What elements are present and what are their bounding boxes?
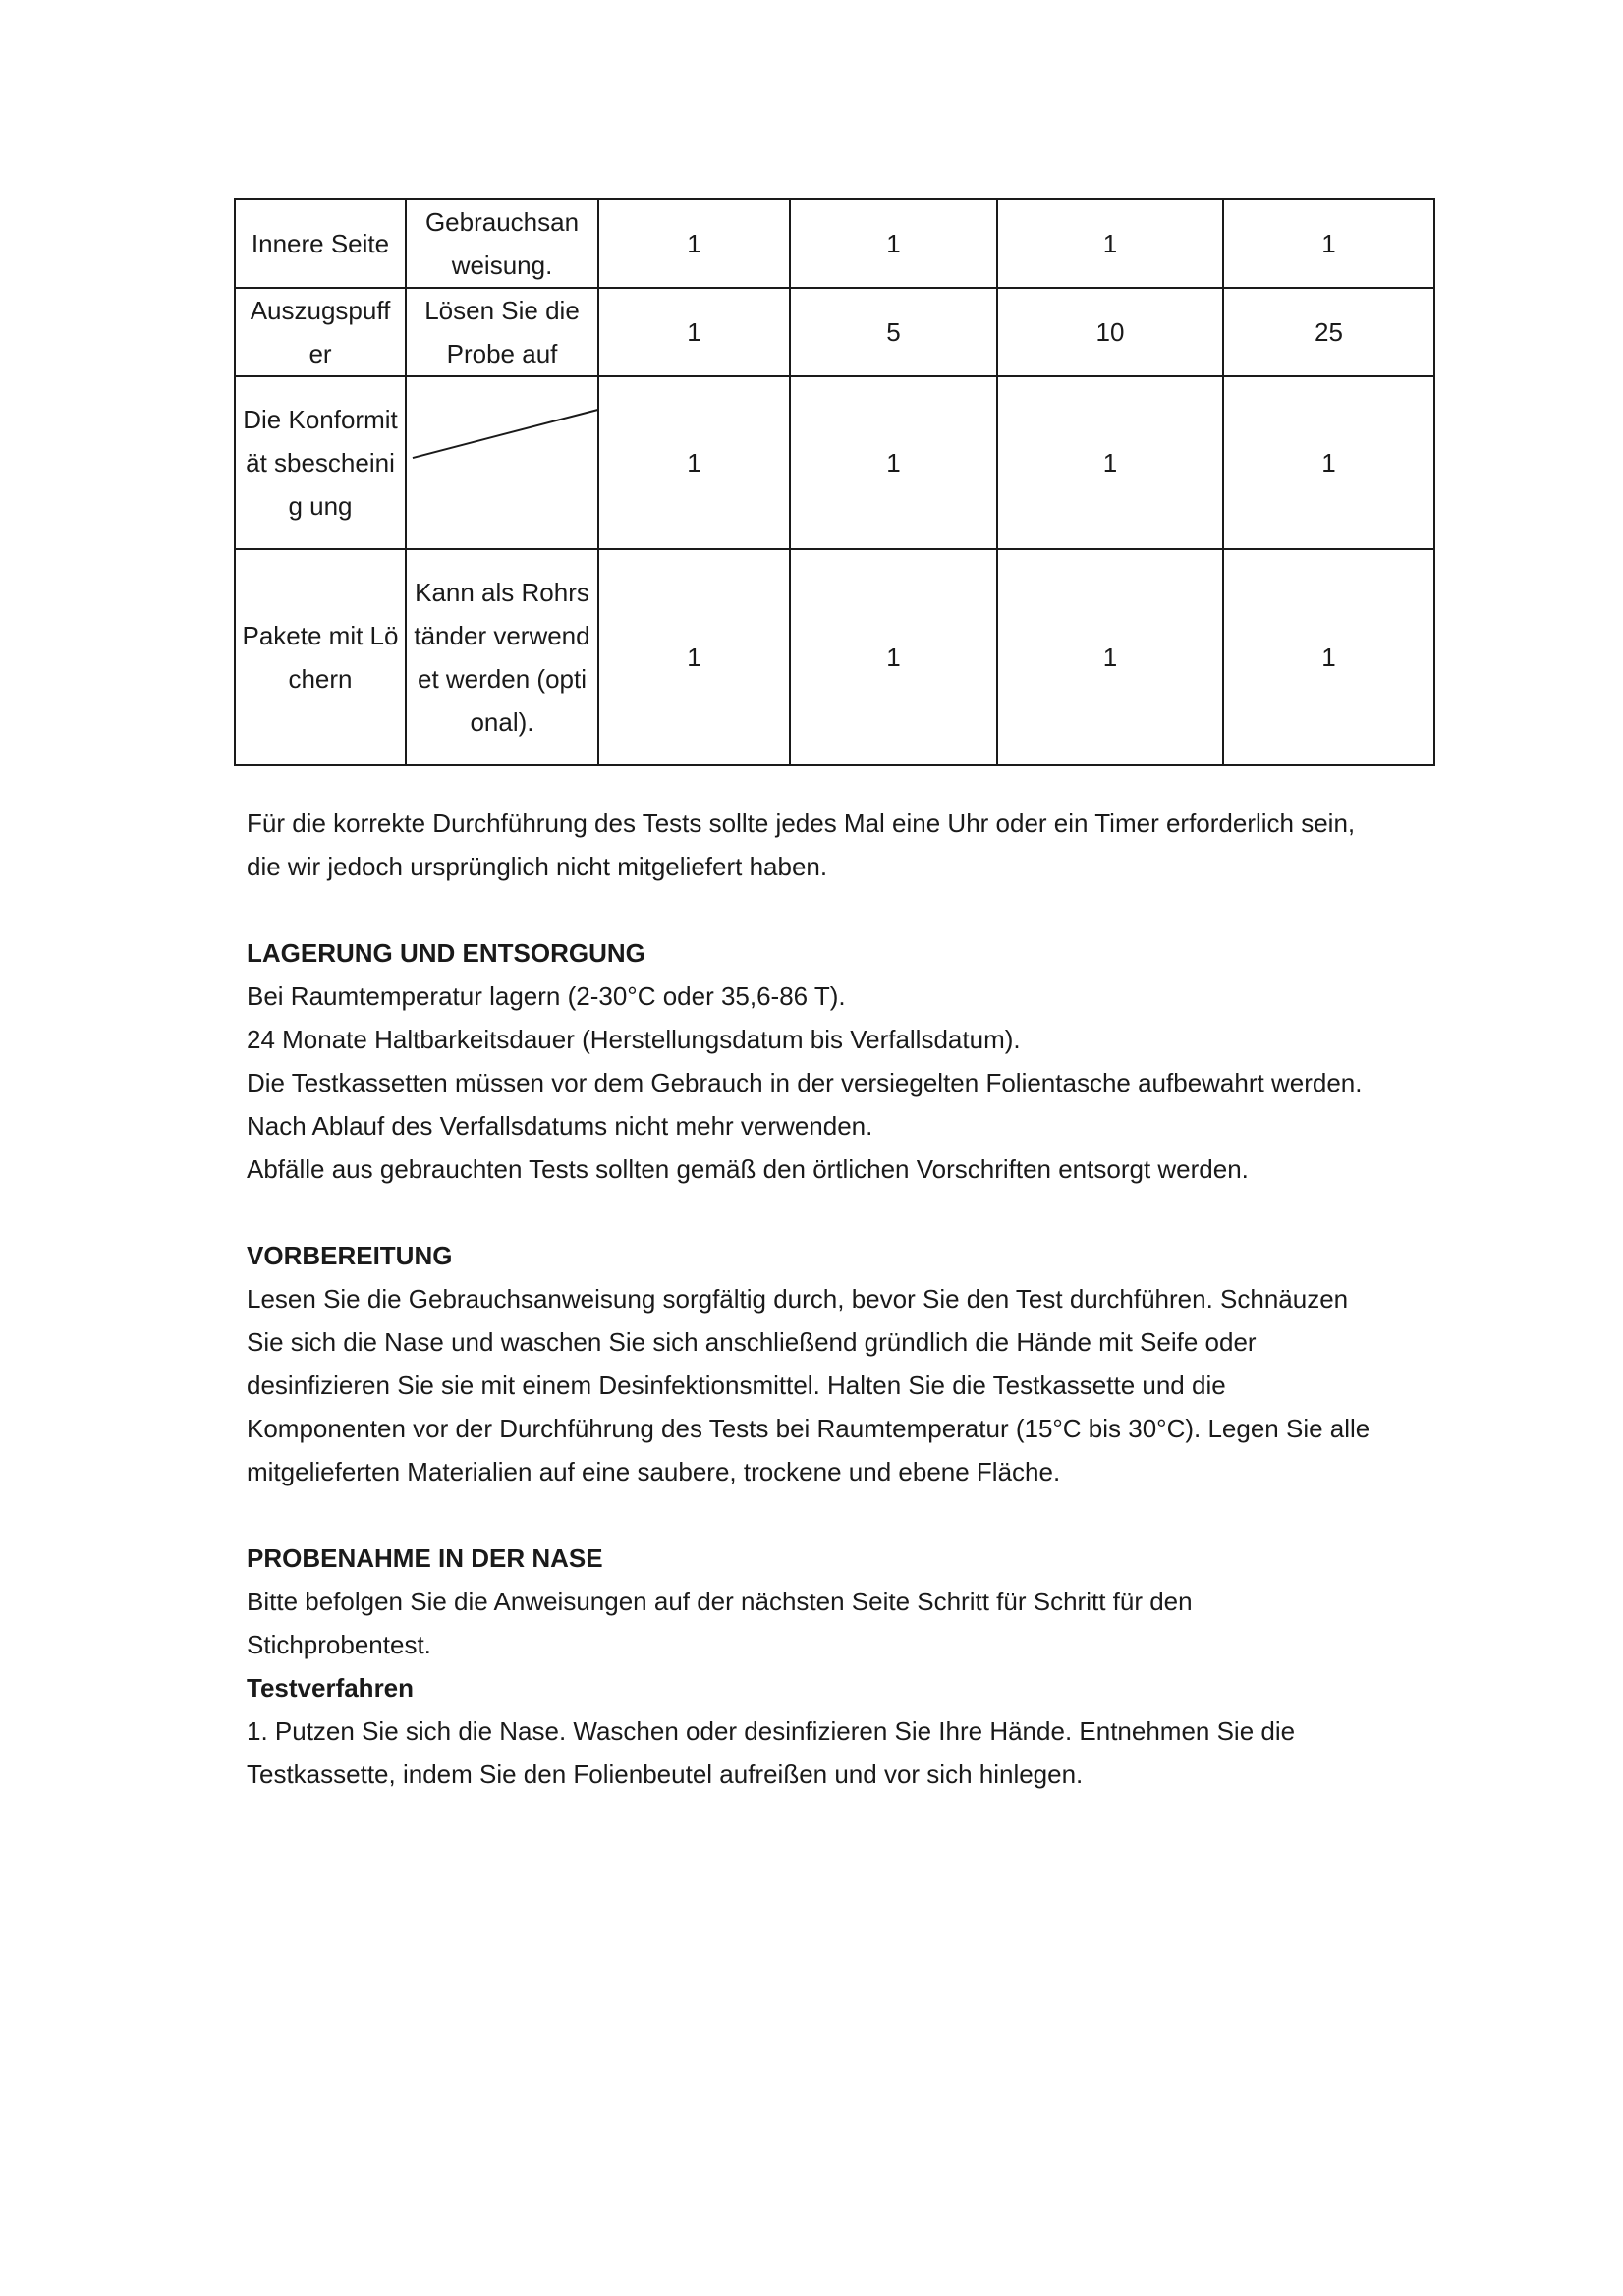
cell-value: 1	[1223, 199, 1434, 288]
storage-line: Bei Raumtemperatur lagern (2-30°C oder 35,6-86 T).	[247, 981, 846, 1011]
section-heading-sampling: PROBENAHME IN DER NASE	[247, 1543, 603, 1573]
diagonal-line	[407, 377, 597, 548]
table-row	[235, 288, 1434, 376]
components-table	[234, 198, 1435, 766]
cell-value: 25	[1223, 288, 1434, 376]
procedure-line: 1. Putzen Sie sich die Nase. Waschen oder desinfizieren Sie Ihre Hände. Entnehmen Sie die	[247, 1716, 1296, 1746]
cell-value: 1	[598, 199, 790, 288]
intro-line: Für die korrekte Durchführung des Tests sollte jedes Mal eine Uhr oder ein Timer erforderlich sein,	[247, 809, 1356, 838]
preparation-line: Komponenten vor der Durchführung des Tests bei Raumtemperatur (15°C bis 30°C). Legen Sie alle	[247, 1414, 1371, 1443]
cell-value: 1	[790, 376, 997, 549]
cell-value: 1	[790, 549, 997, 765]
cell-value: 10	[997, 288, 1223, 376]
sampling-line: Bitte befolgen Sie die Anweisungen auf der nächsten Seite Schritt für Schritt für den	[247, 1587, 1193, 1616]
cell-value: 1	[598, 288, 790, 376]
empty-diagonal-cell	[406, 376, 598, 549]
row-description: Gebrauchsan weisung.	[406, 199, 598, 288]
cell-value: 1	[997, 376, 1223, 549]
section-heading-storage: LAGERUNG UND ENTSORGUNG	[247, 938, 645, 968]
table-row	[235, 199, 1434, 288]
cell-value: 1	[1223, 549, 1434, 765]
row-label: Innere Seite	[235, 199, 406, 288]
preparation-line: desinfizieren Sie sie mit einem Desinfektionsmittel. Halten Sie die Testkassette und die	[247, 1371, 1226, 1400]
storage-line: Nach Ablauf des Verfallsdatums nicht mehr verwenden.	[247, 1111, 873, 1141]
cell-value: 1	[598, 376, 790, 549]
row-description: Lösen Sie die Probe auf	[406, 288, 598, 376]
cell-value: 1	[997, 549, 1223, 765]
table-row	[235, 549, 1434, 765]
storage-line: 24 Monate Haltbarkeitsdauer (Herstellungsdatum bis Verfallsdatum).	[247, 1025, 1021, 1054]
preparation-line: Sie sich die Nase und waschen Sie sich anschließend gründlich die Hände mit Seife oder	[247, 1327, 1257, 1357]
body-text	[247, 802, 1406, 1796]
row-label: Die Konformität sbescheinig ung	[235, 376, 406, 549]
sampling-line: Stichprobentest.	[247, 1630, 431, 1659]
procedure-line: Testkassette, indem Sie den Folienbeutel aufreißen und vor sich hinlegen.	[247, 1760, 1084, 1789]
row-description: Kann als Rohrständer verwendet werden (optional).	[406, 549, 598, 765]
section-heading-preparation: VORBEREITUNG	[247, 1241, 453, 1270]
table-row	[235, 376, 1434, 549]
cell-value: 1	[1223, 376, 1434, 549]
cell-value: 5	[790, 288, 997, 376]
row-label: Pakete mit Löchern	[235, 549, 406, 765]
cell-value: 1	[997, 199, 1223, 288]
row-label: Auszugspuff er	[235, 288, 406, 376]
storage-line: Abfälle aus gebrauchten Tests sollten gemäß den örtlichen Vorschriften entsorgt werden.	[247, 1154, 1249, 1184]
preparation-line: Lesen Sie die Gebrauchsanweisung sorgfältig durch, bevor Sie den Test durchführen. Schnäuzen	[247, 1284, 1349, 1314]
intro-line: die wir jedoch ursprünglich nicht mitgeliefert haben.	[247, 852, 828, 881]
section-heading-procedure: Testverfahren	[247, 1673, 415, 1703]
preparation-line: mitgelieferten Materialien auf eine saubere, trockene und ebene Fläche.	[247, 1457, 1061, 1486]
cell-value: 1	[598, 549, 790, 765]
storage-line: Die Testkassetten müssen vor dem Gebrauch in der versiegelten Folientasche aufbewahrt werden.	[247, 1068, 1363, 1097]
cell-value: 1	[790, 199, 997, 288]
